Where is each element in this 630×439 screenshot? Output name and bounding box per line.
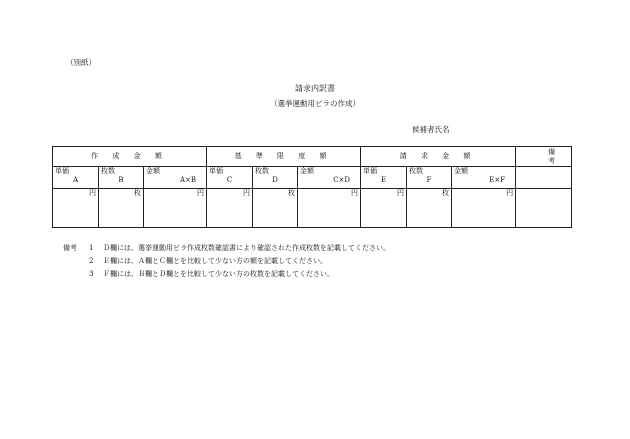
note-text: Ｅ欄には、Ａ欄とＣ欄とを比較して少ない方の額を記載してください。 [103, 257, 327, 265]
appendix-label: （別紙） [66, 58, 96, 67]
sub-header-code: E×F [489, 176, 506, 184]
quantity-f-cell[interactable]: 枚 [407, 189, 452, 228]
group-header-limit: 基 準 限 度 額 [207, 147, 361, 167]
sub-header-cell [207, 167, 253, 189]
amount-ab-cell[interactable]: 円 [144, 189, 207, 228]
note-text: Ｄ欄には、選挙運動用ビラ作成枚数確認書により確認された作成枚数を記載してください。 [103, 244, 390, 252]
amount-cd-cell[interactable]: 円 [298, 189, 361, 228]
note-number: 2 [89, 257, 94, 265]
document-title: 請求内訳書 [295, 84, 335, 93]
sub-header-label: 枚数 [255, 167, 270, 175]
group-header-production: 作 成 金 額 [53, 147, 207, 167]
sub-header-cell [99, 167, 144, 189]
sub-header-label: 単価 [55, 167, 69, 175]
sub-header-code: B [118, 176, 124, 184]
unit-price-e-cell[interactable]: 円 [361, 189, 407, 228]
quantity-d-cell[interactable]: 枚 [253, 189, 298, 228]
notes-section [63, 242, 390, 281]
document-subtitle: （選挙運動用ビラの作成） [270, 99, 360, 108]
sub-header-code: D [272, 176, 278, 184]
value-row [53, 189, 572, 228]
unit-price-a-cell[interactable]: 円 [53, 189, 99, 228]
sub-header-label: 枚数 [101, 167, 115, 175]
note-item [63, 242, 390, 255]
sub-header-cell [452, 167, 516, 189]
sub-header-label: 単価 [209, 167, 224, 175]
note-number: 3 [89, 270, 94, 278]
group-header-row [53, 147, 572, 167]
sub-header-row [53, 167, 572, 189]
invoice-breakdown-table [52, 146, 572, 228]
remarks-cell[interactable] [516, 189, 572, 228]
sub-header-cell [361, 167, 407, 189]
remarks-header-blank [516, 167, 572, 189]
sub-header-label: 金額 [300, 167, 315, 175]
note-item [63, 255, 390, 268]
sub-header-code: E [380, 176, 387, 184]
sub-header-cell [253, 167, 298, 189]
sub-header-code: F [426, 176, 432, 184]
sub-header-code: C [226, 176, 233, 184]
sub-header-label: 金額 [454, 167, 469, 175]
amount-ef-cell[interactable]: 円 [452, 189, 516, 228]
candidate-name-label: 候補者氏名 [412, 125, 450, 134]
group-header-claim: 請 求 金 額 [361, 147, 516, 167]
sub-header-label: 単価 [363, 167, 378, 175]
note-number: 1 [89, 244, 94, 252]
sub-header-label: 枚数 [409, 167, 424, 175]
sub-header-code: A×B [179, 176, 197, 184]
notes-prefix: 備考 [63, 244, 77, 252]
sub-header-cell [407, 167, 452, 189]
quantity-b-cell[interactable]: 枚 [99, 189, 144, 228]
note-text: Ｆ欄には、Ｂ欄とＤ欄とを比較して少ない方の枚数を記載してください。 [103, 270, 334, 278]
note-item [63, 268, 390, 281]
sub-header-label: 金額 [146, 167, 160, 175]
sub-header-cell [298, 167, 361, 189]
sub-header-code: C×D [333, 176, 351, 184]
sub-header-cell [53, 167, 99, 189]
sub-header-code: A [72, 176, 79, 184]
sub-header-cell [144, 167, 207, 189]
unit-price-c-cell[interactable]: 円 [207, 189, 253, 228]
group-header-remarks: 備 考 [516, 147, 572, 167]
